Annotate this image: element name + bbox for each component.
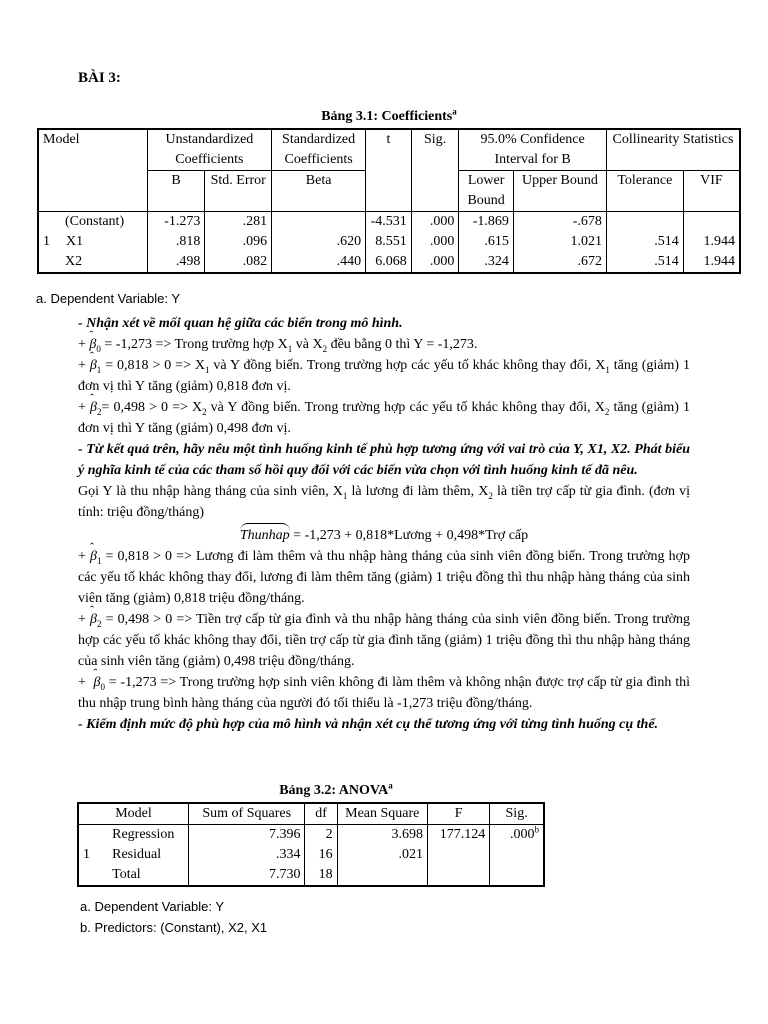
- table-row: [38, 252, 740, 273]
- cell-ms: .021: [337, 845, 427, 865]
- row-label: X2: [38, 252, 147, 273]
- cell-lower: .324: [459, 252, 514, 273]
- header-standardized: Standardized Coefficients: [272, 129, 366, 171]
- table-row: [38, 212, 740, 233]
- coefficients-table: [37, 128, 741, 274]
- table-row: [78, 865, 544, 886]
- header-sig: Sig.: [411, 129, 459, 212]
- cell-tol: [606, 212, 683, 233]
- header-t: t: [366, 129, 412, 212]
- cell-upper: .672: [513, 252, 606, 273]
- table2-footnote-a: a. Dependent Variable: Y: [80, 899, 225, 914]
- cell-t: 6.068: [366, 252, 412, 273]
- header-model: Model: [78, 803, 188, 825]
- table2-footnote-b: b. Predictors: (Constant), X2, X1: [80, 920, 268, 935]
- header-unstandardized: Unstandardized Coefficients: [147, 129, 271, 171]
- table2-caption: Bảng 3.2: ANOVA$^a$: [279, 780, 393, 798]
- header-tolerance: Tolerance: [606, 171, 683, 212]
- cell-df: 18: [305, 865, 337, 886]
- cell-t: -4.531: [366, 212, 412, 233]
- paragraph-definitions: Gọi Y là thu nhập hàng tháng của sinh viên, $X_1$ là lương đi làm thêm, $X_2$ là tiền trợ cấp từ gia đình. (đơn vị tính: triệu đồng/tháng): [78, 484, 691, 520]
- table-row: [38, 232, 740, 252]
- paragraph-salary: + ˆ $\beta_1 = 0,818 > 0$ => Lương đi làm thêm và thu nhập hàng tháng của sinh viên đồng biến. Trong trường hợp các yếu tố khác không thay đổi, lương đi làm thêm tăng (giảm) 1 triệu đồng thì thu nhập hàng tháng của sinh viên tăng (giảm) 0,818 triệu đồng/tháng.: [78, 546, 690, 609]
- table-header-row: [78, 803, 544, 825]
- cell-ms: [337, 865, 427, 886]
- table1-footnote: a. Dependent Variable: Y: [36, 291, 181, 306]
- model-number: 1: [78, 825, 108, 887]
- cell-f: [427, 845, 489, 865]
- paragraph-allowance: + ˆ $\beta_2 = 0,498 > 0$ => Tiền trợ cấp từ gia đình và thu nhập hàng tháng của sinh viên đồng biến. Trong trường hợp các yếu tố khác không thay đổi, tiền trợ cấp từ gia đình tăng (giảm) 1 triệu đồng thì thu nhập hàng tháng của sinh viên tăng (giảm) 0,498 triệu đồng/tháng.: [78, 609, 690, 672]
- cell-vif: [683, 212, 740, 233]
- header-collinearity: Collinearity Statistics: [606, 129, 740, 171]
- model-number: 1: [43, 234, 50, 249]
- header-f: F: [427, 803, 489, 825]
- header-mean-square: Mean Square: [337, 803, 427, 825]
- table1-caption: Bảng 3.1: Coefficients$^a$: [321, 106, 457, 124]
- paragraph-intercept: + ˆ $\beta_0 = -1,273$ => Trong trường hợp sinh viên không đi làm thêm và không nhận được trợ cấp từ gia đình thì thu nhập trung bình hàng tháng của người đó tối thiểu là -1,273 triệu đồng/tháng.: [78, 672, 690, 714]
- header-beta: Beta: [272, 171, 366, 212]
- table-row: [78, 845, 544, 865]
- cell-vif: 1.944: [683, 232, 740, 252]
- section-heading-3: - Kiểm định mức độ phù hợp của mô hình và nhận xét cụ thể tương ứng với từng tình huống cụ thể.: [78, 717, 659, 732]
- cell-beta: .440: [272, 252, 366, 273]
- cell-sig: .000$^b$: [490, 825, 544, 846]
- cell-sig: [490, 865, 544, 886]
- row-label: [38, 232, 147, 252]
- header-std-error: Std. Error: [205, 171, 272, 212]
- regression-equation: Thunhap = -1,273 + 0,818*Lương + 0,498*Trợ cấp: [78, 523, 690, 546]
- header-sig: Sig.: [490, 803, 544, 825]
- cell-b: .818: [147, 232, 205, 252]
- cell-tol: .514: [606, 252, 683, 273]
- cell-f: 177.124: [427, 825, 489, 846]
- cell-tol: .514: [606, 232, 683, 252]
- cell-ms: 3.698: [337, 825, 427, 846]
- cell-vif: 1.944: [683, 252, 740, 273]
- cell-beta: .620: [272, 232, 366, 252]
- cell-se: .281: [205, 212, 272, 233]
- row-label: Regression: [108, 825, 188, 846]
- cell-b: .498: [147, 252, 205, 273]
- cell-t: 8.551: [366, 232, 412, 252]
- cell-lower: -1.869: [459, 212, 514, 233]
- table-header-row: [38, 129, 740, 171]
- row-label: (Constant): [38, 212, 147, 233]
- cell-df: 2: [305, 825, 337, 846]
- header-sum-of-squares: Sum of Squares: [188, 803, 305, 825]
- cell-f: [427, 865, 489, 886]
- cell-sig: .000: [411, 212, 459, 233]
- cell-se: .096: [205, 232, 272, 252]
- paragraph-beta2: + ˆ $\beta_2= 0,498 > 0 => X_2$ và Y đồng biến. Trong trường hợp các yếu tố khác không thay đổi, $X_2$ tăng (giảm) 1 đơn vị thì Y tăng (giảm) 0,498 đơn vị.: [78, 397, 690, 439]
- header-confidence-interval: 95.0% Confidence Interval for B: [459, 129, 607, 171]
- row-name: X1: [66, 234, 84, 249]
- header-vif: VIF: [683, 171, 740, 212]
- cell-sig: .000: [411, 232, 459, 252]
- cell-df: 16: [305, 845, 337, 865]
- analysis-text: [78, 313, 690, 735]
- cell-ss: 7.730: [188, 865, 305, 886]
- cell-upper: -.678: [513, 212, 606, 233]
- cell-sig: .000: [411, 252, 459, 273]
- anova-table: [77, 802, 545, 887]
- header-b: B: [147, 171, 205, 212]
- cell-lower: .615: [459, 232, 514, 252]
- paragraph-beta1: + ˆ $\beta_1 = 0,818 > 0 => X_1$ và Y đồng biến. Trong trường hợp các yếu tố khác không thay đổi, $X_1$ tăng (giảm) 1 đơn vị thì Y tăng (giảm) 0,818 đơn vị.: [78, 355, 690, 397]
- cell-sig: [490, 845, 544, 865]
- section-heading-1: - Nhận xét về mối quan hệ giữa các biến trong mô hình.: [78, 316, 403, 331]
- header-lower-bound: Lower Bound: [459, 171, 514, 212]
- cell-beta: [272, 212, 366, 233]
- row-label: Total: [108, 865, 188, 886]
- table-row: [78, 825, 544, 846]
- cell-b: -1.273: [147, 212, 205, 233]
- header-upper-bound: Upper Bound: [513, 171, 606, 212]
- page-heading: BÀI 3:: [78, 70, 121, 86]
- section-heading-2: - Từ kết quả trên, hãy nêu một tình huống kinh tế phù hợp tương ứng với vai trò của Y, X1, X2. Phát biểu ý nghĩa kinh tế của các tham số hồi quy đối với các biến vừa chọn với tình huống kinh tế đã nêu.: [78, 442, 690, 478]
- header-df: df: [305, 803, 337, 825]
- row-label: Residual: [108, 845, 188, 865]
- cell-ss: .334: [188, 845, 305, 865]
- cell-upper: 1.021: [513, 232, 606, 252]
- cell-ss: 7.396: [188, 825, 305, 846]
- paragraph-beta0: + ˆ $\beta_0 = -1,273$ => Trong trường hợp $X_1$ và $X_2$ đều bằng 0 thì Y = -1,273.: [78, 334, 690, 355]
- header-model: Model: [38, 129, 147, 212]
- cell-se: .082: [205, 252, 272, 273]
